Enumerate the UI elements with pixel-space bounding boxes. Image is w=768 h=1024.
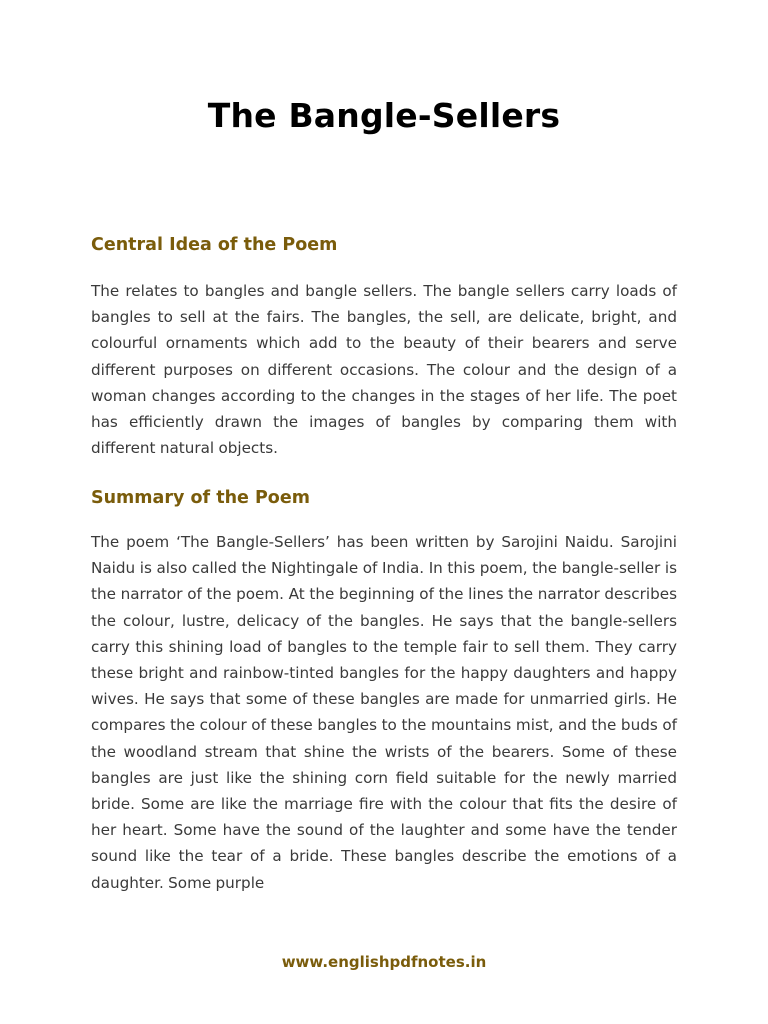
section-paragraph-central-idea: The relates to bangles and bangle sellers. The bangle sellers carry loads of bangles to sell at the fairs. The bangles, the sell, are delicate, bright, and colourful ornaments which add to the beauty of their bearers and serve different purposes on different occasions. The colour and the design of a woman changes according to the changes in the stages of her life. The poet has efficiently drawn the images of bangles by comparing them with different natural objects. bbox=[91, 282, 677, 458]
section-paragraph-summary: The poem ‘The Bangle-Sellers’ has been written by Sarojini Naidu. Sarojini Naidu is also called the Nightingale of India. In this poem, the bangle-seller is the narrator of the poem. At the beginning of the lines the narrator describes the colour, lustre, delicacy of the bangles. He says that the bangle-sellers carry this shining load of bangles to the temple fair to sell them. They carry these bright and rainbow-tinted bangles for the happy daughters and happy wives. He says that some of these bangles are made for unmarried girls. He compares the colour of these bangles to the mountains mist, and the buds of the woodland stream that shine the wrists of the bearers. Some of these bangles are just like the shining corn field suitable for the newly married bride. Some are like the marriage fire with the colour that fits the desire of her heart. Some have the sound of the laughter and some have the tender sound like the tear of a bride. These bangles describe the emotions of a daughter. Some purple bbox=[91, 533, 677, 892]
section-heading-summary: Summary of the Poem bbox=[91, 488, 310, 508]
footer-website: www.englishpdfnotes.in bbox=[281, 953, 487, 971]
section-heading-central-idea: Central Idea of the Poem bbox=[91, 235, 338, 255]
page-title: The Bangle-Sellers bbox=[207, 96, 561, 135]
